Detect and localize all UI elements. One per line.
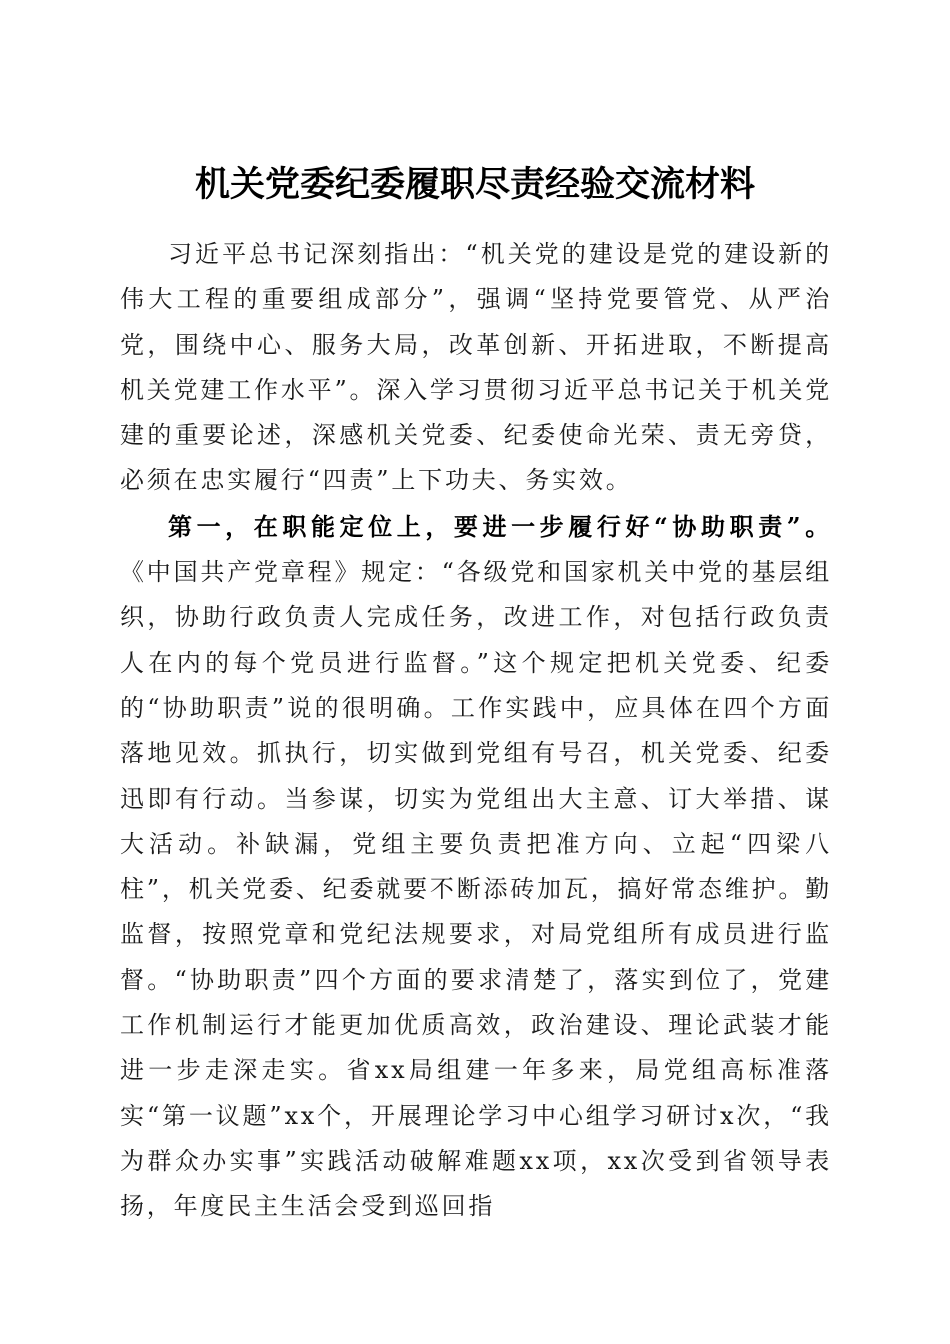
paragraph-intro: [120, 232, 832, 504]
document-title: 机关党委纪委履职尽责经验交流材料: [194, 164, 755, 206]
paragraph-first-point-text: 《中国共产党章程》规定：“各级党和国家机关中党的基层组织，协助行政负责人完成任务，改进工作，对包括行政负责人在内的每个党员进行监督。”这个规定把机关党委、纪委的“协助职责”说的很明确。工作实践中，应具体在四个方面落地见效。抓执行，切实做到党组有号召，机关党委、纪委迅即有行动。当参谋，切实为党组出大主意、订大举措、谋大活动。补缺漏，党组主要负责把准方向、立起“四梁八柱”，机关党委、纪委就要不断添砖加瓦，搞好常态维护。勤监督，按照党章和党纪法规要求，对局党组所有成员进行监督。“协助职责”四个方面的要求清楚了，落实到位了，党建工作机制运行才能更加优质高效，政治建设、理论武装才能进一步走深走实。省xx局组建一年多来，局党组高标准落实“第一议题”xx个，开展理论学习中心组学习研讨x次，“我为群众办实事”实践活动破解难题xx项，xx次受到省领导表扬，年度民主生活会受到巡回指: [120, 558, 832, 1221]
paragraph-first-point-heading: 第一，在职能定位上，要进一步履行好“协助职责”。: [168, 511, 832, 541]
document-body: [120, 232, 832, 1230]
paragraph-intro-text: 习近平总书记深刻指出：“机关党的建设是党的建设新的伟大工程的重要组成部分”，强调“坚持党要管党、从严治党，围绕中心、服务大局，改革创新、开拓进取，不断提高机关党建工作水平”。深入学习贯彻习近平总书记关于机关党建的重要论述，深感机关党委、纪委使命光荣、责无旁贷，必须在忠实履行“四责”上下功夫、务实效。: [120, 240, 832, 495]
paragraph-first-point: [120, 504, 832, 1230]
